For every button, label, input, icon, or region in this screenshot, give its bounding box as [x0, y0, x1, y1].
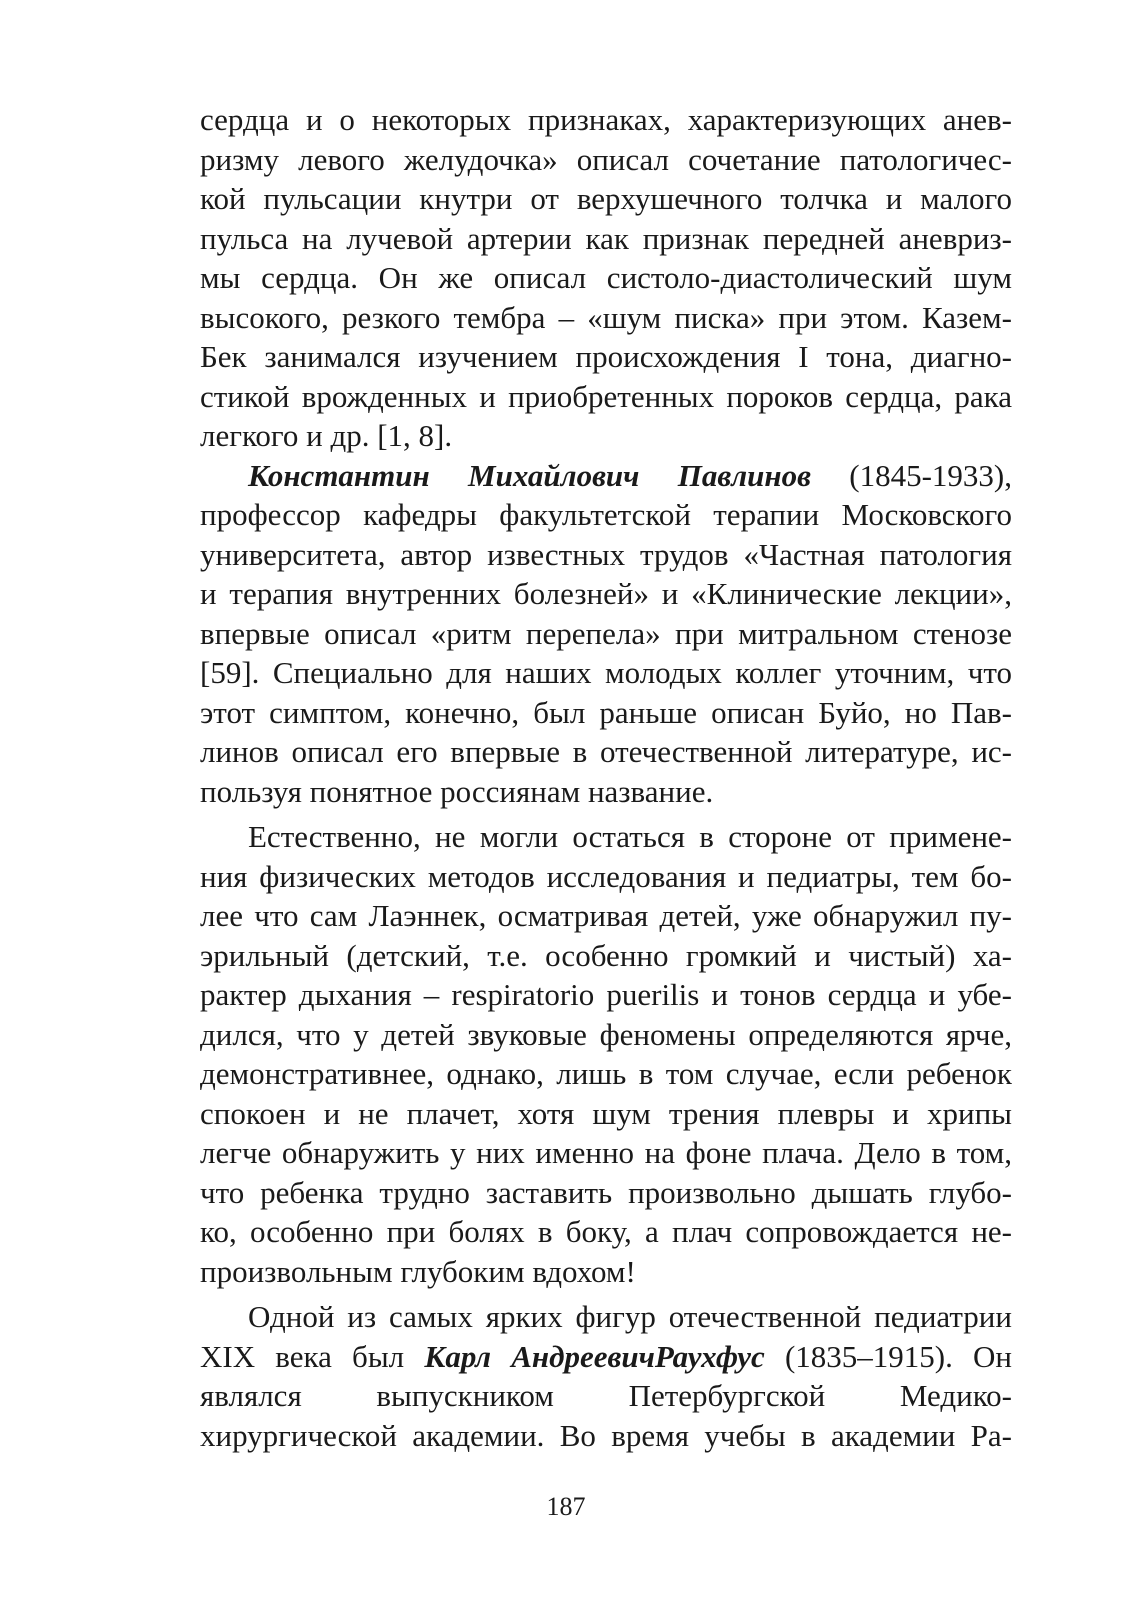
text-line: высокого, резкого тембра – «шум писка» при этом. Казем- — [200, 299, 1012, 335]
paragraph-first-line: Естественно, не могли остаться в стороне от примене- — [248, 819, 1012, 854]
text-line: лее что сам Лаэннек, осматривая детей, уже обнаружил пу- — [200, 898, 1012, 933]
text-span: (1835–1915). Он — [764, 1338, 1013, 1374]
paragraph-first-line: Одной из самых ярких фигур отечественной педиатрии — [248, 1299, 1012, 1334]
text-line: легкого и др. [1, 8]. — [200, 418, 453, 453]
text-line: кой пульсации кнутри от верхушечного толчка и малого — [200, 181, 1012, 216]
page-text — [200, 100, 1012, 1455]
text-line — [200, 1337, 1012, 1377]
text-line: этот симптом, конечно, был раньше описан Буйо, но Пав- — [200, 694, 1012, 730]
text-line: дился, что у детей звуковые феномены определяются ярче, — [200, 1016, 1012, 1052]
paragraph-first-line — [200, 456, 1012, 496]
text-line: эрильный (детский, т.е. особенно громкий и чистый) ха- — [200, 937, 1012, 973]
text-line: ко, особенно при болях в боку, а плач сопровождается не- — [200, 1214, 1012, 1249]
text-line: мы сердца. Он же описал систоло-диастолический шум — [200, 260, 1012, 295]
text-line: ризму левого желудочка» описал сочетание патологичес- — [200, 141, 1012, 177]
text-line: и терапия внутренних болезней» и «Клинические лекции», — [200, 576, 1012, 611]
text-line: легче обнаружить у них именно на фоне плача. Дело в том, — [200, 1135, 1012, 1170]
text-line: хирургической академии. Во время учебы в академии Ра- — [200, 1417, 1012, 1453]
text-line: Бек занимался изучением происхождения I тона, диагно- — [200, 339, 1012, 374]
text-line: демонстративнее, однако, лишь в том случае, если ребенок — [200, 1056, 1012, 1091]
text-line: впервые описал «ритм перепела» при митральном стенозе — [200, 615, 1012, 651]
text-line: произвольным глубоким вдохом! — [200, 1253, 636, 1289]
page-number: 187 — [546, 1492, 586, 1521]
text-line: стикой врожденных и приобретенных пороков сердца, рака — [200, 378, 1012, 414]
text-line: университета, автор известных трудов «Частная патология — [200, 536, 1012, 572]
text-line: являлся выпускником Петербургской Медико- — [200, 1378, 1012, 1413]
text-line: профессор кафедры факультетской терапии Московского — [200, 497, 1012, 532]
person-name: Карл АндреевичРаухфус — [424, 1338, 765, 1374]
person-name: Константин Михайлович Павлинов — [248, 457, 811, 493]
text-line: пользуя понятное россиянам название. — [200, 773, 714, 809]
text-line: спокоен и не плачет, хотя шум трения плевры и хрипы — [200, 1095, 1012, 1131]
text-span: XIX века был — [200, 1338, 425, 1374]
text-line: рактер дыхания – respiratorio puerilis и тонов сердца и убе- — [200, 977, 1012, 1012]
text-line: сердца и о некоторых признаках, характеризующих анев- — [200, 102, 1012, 137]
text-line: линов описал его впервые в отечественной литературе, ис- — [200, 734, 1012, 769]
text-line: ния физических методов исследования и педиатры, тем бо- — [200, 858, 1012, 894]
text-span: (1845-1933), — [810, 457, 1012, 493]
text-line: что ребенка трудно заставить произвольно дышать глубо- — [200, 1174, 1012, 1210]
text-line: пульса на лучевой артерии как признак передней аневриз- — [200, 220, 1012, 256]
text-line: [59]. Специально для наших молодых коллег уточним, что — [200, 655, 1012, 690]
